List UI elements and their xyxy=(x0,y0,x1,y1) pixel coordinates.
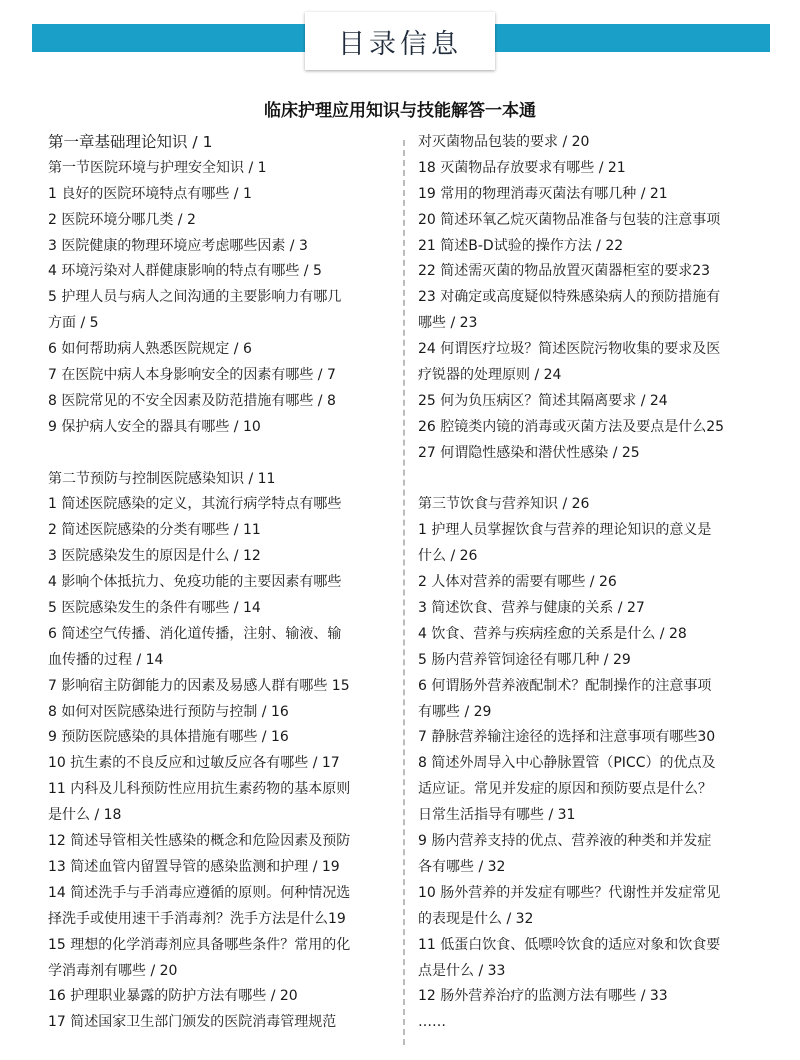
toc-entry: 4 影响个体抵抗力、免疫功能的主要因素有哪些 xyxy=(48,574,342,591)
toc-entry: 日常生活指导有哪些 / 31 xyxy=(418,807,576,824)
toc-entry: 17 简述国家卫生部门颁发的医院消毒管理规范 xyxy=(48,1014,337,1031)
toc-entry: 18 灭菌物品存放要求有哪些 / 21 xyxy=(418,159,626,176)
toc-entry: 择洗手或使用速干手消毒剂？洗手方法是什么19 xyxy=(48,910,346,927)
toc-entry: 3 医院健康的物理环境应考虑哪些因素 / 3 xyxy=(48,237,308,254)
toc-entry: 9 肠内营养支持的优点、营养液的种类和并发症 xyxy=(418,833,712,850)
toc-spacer xyxy=(418,467,763,493)
toc-entry: 8 如何对医院感染进行预防与控制 / 16 xyxy=(48,703,289,720)
toc-entry: 24 何谓医疗垃圾？简述医院污物收集的要求及医 xyxy=(418,341,721,358)
toc-entry: 4 饮食、营养与疾病痊愈的关系是什么 / 28 xyxy=(418,625,687,642)
book-title: 临床护理应用知识与技能解答一本通 xyxy=(264,101,536,121)
toc-entry: 7 影响宿主防御能力的因素及易感人群有哪些 15 xyxy=(48,677,350,694)
toc-entry: 什么 / 26 xyxy=(418,548,478,565)
toc-entry: 27 何谓隐性感染和潜伏性感染 / 25 xyxy=(418,444,640,461)
banner-title: 目录信息 xyxy=(305,12,495,70)
toc-entry: 第一章基础理论知识 / 1 xyxy=(48,133,213,151)
toc-entry: 第三节饮食与营养知识 / 26 xyxy=(418,496,590,513)
toc-entry: 16 护理职业暴露的防护方法有哪些 / 20 xyxy=(48,988,298,1005)
toc-entry: 3 医院感染发生的原因是什么 / 12 xyxy=(48,548,261,565)
toc-entry: 点是什么 / 33 xyxy=(418,962,506,979)
toc-entry: 方面 / 5 xyxy=(48,315,99,332)
toc-entry: 6 简述空气传播、消化道传播，注射、输液、输 xyxy=(48,625,342,642)
toc-entry: 有哪些 / 29 xyxy=(418,703,492,720)
toc-entry: 哪些 / 23 xyxy=(418,315,478,332)
toc-entry: 1 护理人员掌握饮食与营养的理论知识的意义是 xyxy=(418,522,712,539)
toc-entry: 25 何为负压病区？简述其隔离要求 / 24 xyxy=(418,392,668,409)
toc-entry: 12 肠外营养治疗的监测方法有哪些 / 33 xyxy=(418,988,668,1005)
toc-entry: 10 肠外营养的并发症有哪些？代谢性并发症常见 xyxy=(418,884,721,901)
toc-entry: …… xyxy=(418,1014,446,1031)
toc-entry: 4 环境污染对人群健康影响的特点有哪些 / 5 xyxy=(48,263,322,280)
toc-entry: 15 理想的化学消毒剂应具备哪些条件？常用的化 xyxy=(48,936,351,953)
toc-entry: 21 简述B-D试验的操作方法 / 22 xyxy=(418,237,624,254)
toc-entry: 1 良好的医院环境特点有哪些 / 1 xyxy=(48,185,252,202)
toc-entry: 10 抗生素的不良反应和过敏反应各有哪些 / 17 xyxy=(48,755,340,772)
toc-entry: 26 腔镜类内镜的消毒或灭菌方法及要点是什么25 xyxy=(418,418,725,435)
toc-entry: 5 肠内营养管饲途径有哪几种 / 29 xyxy=(418,651,631,668)
toc-entry: 20 简述环氧乙烷灭菌物品准备与包装的注意事项 xyxy=(418,211,721,228)
toc-right-column xyxy=(418,130,763,1036)
toc-entry: 是什么 / 18 xyxy=(48,807,122,824)
column-divider xyxy=(403,140,405,1045)
toc-entry: 第二节预防与控制医院感染知识 / 11 xyxy=(48,470,276,487)
toc-entry: 2 医院环境分哪几类 / 2 xyxy=(48,211,196,228)
toc-entry: 第一节医院环境与护理安全知识 / 1 xyxy=(48,159,267,176)
toc-entry: 6 如何帮助病人熟悉医院规定 / 6 xyxy=(48,341,252,358)
toc-entry: 5 护理人员与病人之间沟通的主要影响力有哪几 xyxy=(48,289,342,306)
toc-entry: 对灭菌物品包装的要求 / 20 xyxy=(418,134,590,150)
toc-entry: 7 在医院中病人本身影响安全的因素有哪些 / 7 xyxy=(48,367,336,384)
toc-entry: 2 简述医院感染的分类有哪些 / 11 xyxy=(48,522,261,539)
toc-entry: 8 医院常见的不安全因素及防范措施有哪些 / 8 xyxy=(48,392,336,409)
toc-entry: 疗锐器的处理原则 / 24 xyxy=(418,367,562,384)
toc-entry: 6 何谓肠外营养液配制术？配制操作的注意事项 xyxy=(418,677,712,694)
toc-entry: 2 人体对营养的需要有哪些 / 26 xyxy=(418,574,617,591)
toc-entry: 9 保护病人安全的器具有哪些 / 10 xyxy=(48,418,261,435)
toc-entry: 11 低蛋白饮食、低嘌呤饮食的适应对象和饮食要 xyxy=(418,936,721,953)
toc-entry: 23 对确定或高度疑似特殊感染病人的预防措施有 xyxy=(418,289,721,306)
toc-entry: 各有哪些 / 32 xyxy=(418,858,506,875)
toc-entry: 1 简述医院感染的定义，其流行病学特点有哪些 xyxy=(48,496,342,513)
toc-entry: 19 常用的物理消毒灭菌法有哪几种 / 21 xyxy=(418,185,668,202)
toc-entry: 血传播的过程 / 14 xyxy=(48,651,164,668)
toc-entry: 13 简述血管内留置导管的感染监测和护理 / 19 xyxy=(48,858,340,875)
toc-entry: 11 内科及儿科预防性应用抗生素药物的基本原则 xyxy=(48,781,351,798)
toc-entry: 的表现是什么 / 32 xyxy=(418,910,534,927)
toc-entry: 适应证。常见并发症的原因和预防要点是什么？ xyxy=(418,781,712,798)
toc-entry: 5 医院感染发生的条件有哪些 / 14 xyxy=(48,600,261,617)
toc-left-column xyxy=(48,130,398,1036)
toc-entry: 9 预防医院感染的具体措施有哪些 / 16 xyxy=(48,729,289,746)
toc-entry: 3 简述饮食、营养与健康的关系 / 27 xyxy=(418,600,645,617)
toc-spacer xyxy=(48,441,398,467)
toc-entry: 8 简述外周导入中心静脉置管（PICC）的优点及 xyxy=(418,755,716,772)
toc-entry: 14 简述洗手与手消毒应遵循的原则。何种情况选 xyxy=(48,884,351,901)
toc-entry: 学消毒剂有哪些 / 20 xyxy=(48,962,178,979)
toc-entry: 7 静脉营养输注途径的选择和注意事项有哪些30 xyxy=(418,729,716,746)
toc-entry: 22 简述需灭菌的物品放置灭菌器柜室的要求23 xyxy=(418,263,711,280)
toc-entry: 12 简述导管相关性感染的概念和危险因素及预防 xyxy=(48,833,351,850)
